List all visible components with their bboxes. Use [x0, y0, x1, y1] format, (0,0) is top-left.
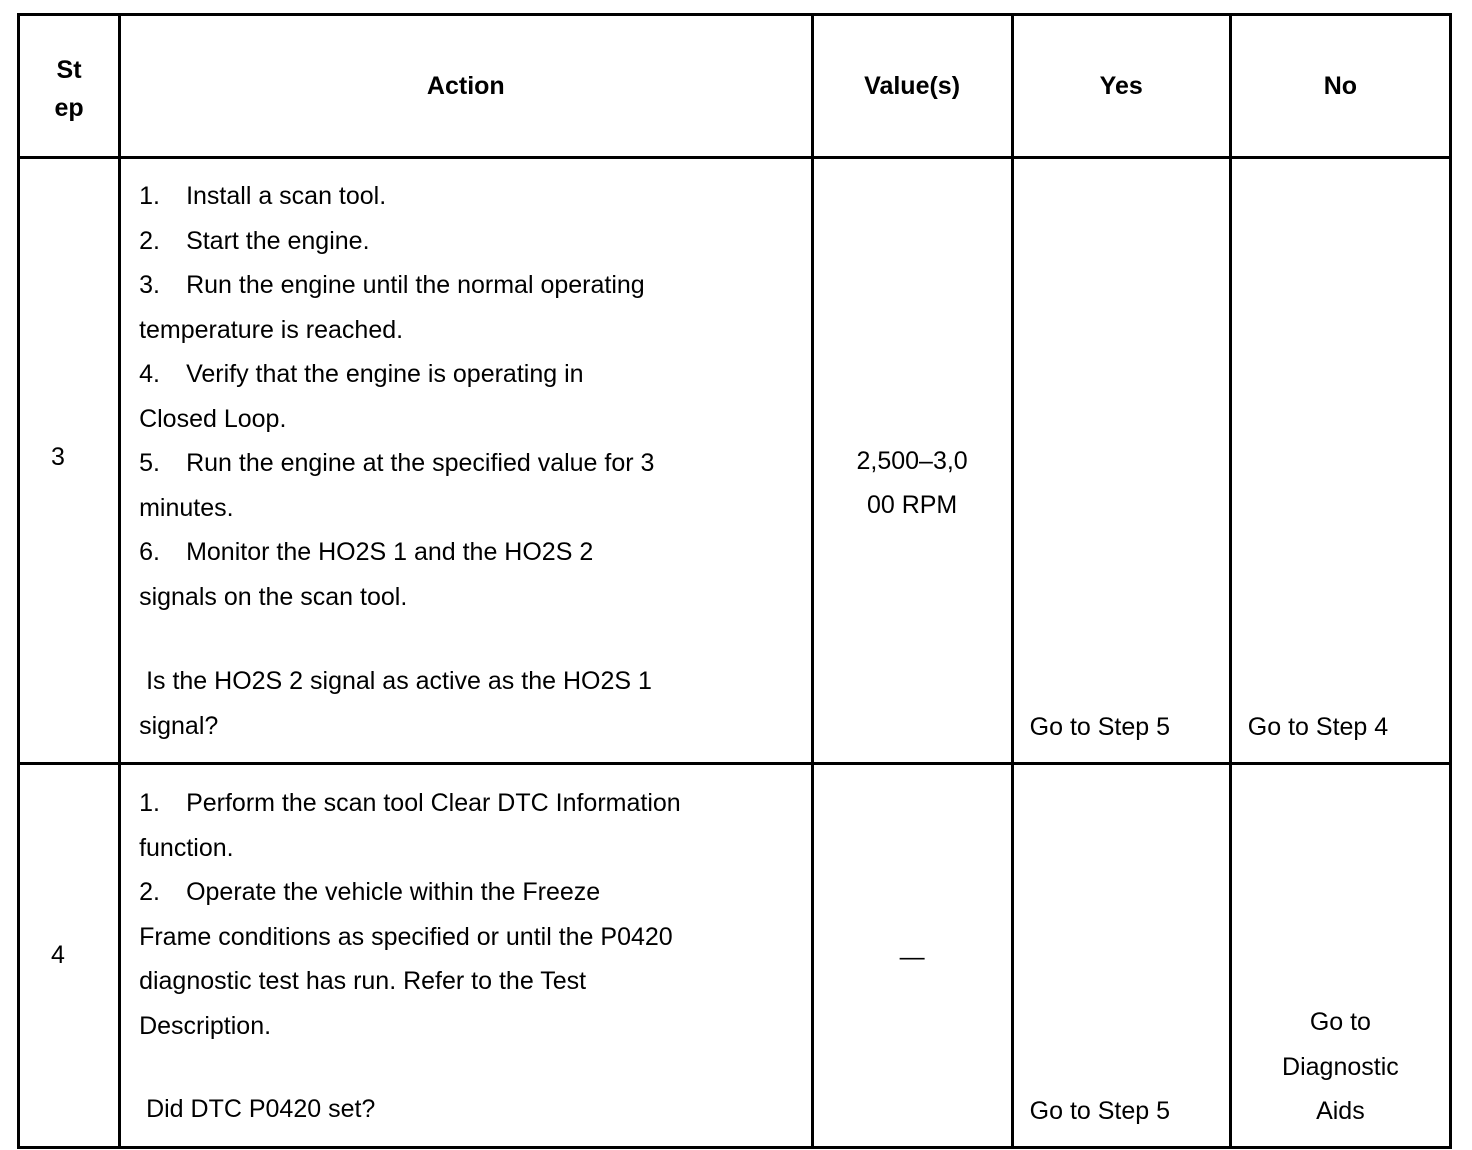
action-item: 2. Start the engine.: [139, 226, 370, 255]
action-item: 3. Run the engine until the normal operating: [139, 271, 645, 299]
value-cell: [812, 158, 1012, 764]
step-header-line1: St: [56, 56, 82, 84]
value-cell: [812, 764, 1012, 1148]
question-text: Is the HO2S 2 signal as active as the HO2S 1 signal?: [139, 667, 652, 740]
action-item: 1. Install a scan tool.: [139, 182, 387, 210]
action-item: 6. Monitor the HO2S 1 and the HO2S 2: [139, 538, 594, 566]
action-item-continued: Closed Loop.: [139, 404, 287, 433]
step-number: 3: [51, 443, 65, 471]
action-item-continued: Frame conditions as specified or until the P0420: [139, 922, 673, 951]
step-cell: [19, 158, 120, 764]
no-header: No: [1230, 15, 1450, 158]
action-header: Action: [120, 15, 812, 158]
action-item: 5. Run the engine at the specified value for 3: [139, 449, 655, 477]
no-cell: [1230, 764, 1450, 1148]
value-text: —: [899, 943, 925, 971]
action-item-continued: function.: [139, 833, 234, 862]
step-cell: [19, 764, 120, 1148]
action-item-continued: diagnostic test has run. Refer to the Test: [139, 967, 587, 995]
table-row: [19, 764, 1451, 1148]
action-item: 2. Operate the vehicle within the Freeze: [139, 878, 601, 906]
yes-cell: [1012, 158, 1230, 764]
yes-target: Go to Step 5: [1029, 713, 1171, 741]
action-cell: [120, 158, 812, 764]
action-item: 1. Perform the scan tool Clear DTC Information: [139, 789, 681, 817]
action-item-continued: temperature is reached.: [139, 315, 404, 344]
yes-cell: [1012, 764, 1230, 1148]
yes-header: Yes: [1012, 15, 1230, 158]
action-cell: [120, 764, 812, 1148]
action-item-continued: minutes.: [139, 493, 234, 522]
no-cell: [1230, 158, 1450, 764]
step-header: [19, 15, 120, 158]
value-text: 2,500–3,0 00 RPM: [856, 447, 968, 519]
step-number: 4: [51, 941, 65, 969]
diagnostic-table: [17, 13, 1452, 1149]
no-target: Go to Step 4: [1247, 713, 1389, 741]
step-header-line2: ep: [54, 94, 84, 122]
action-item-continued: signals on the scan tool.: [139, 582, 408, 611]
action-item-continued: Description.: [139, 1011, 272, 1040]
values-header: Value(s): [812, 15, 1012, 158]
action-list: [139, 781, 799, 1048]
question-text: Did DTC P0420 set?: [146, 1095, 376, 1123]
header-row: [19, 15, 1451, 158]
action-list: [139, 174, 799, 619]
no-target: Go to Diagnostic Aids: [1282, 1008, 1399, 1125]
table-row: [19, 158, 1451, 764]
action-item: 4. Verify that the engine is operating in: [139, 360, 584, 388]
yes-target: Go to Step 5: [1029, 1097, 1171, 1125]
